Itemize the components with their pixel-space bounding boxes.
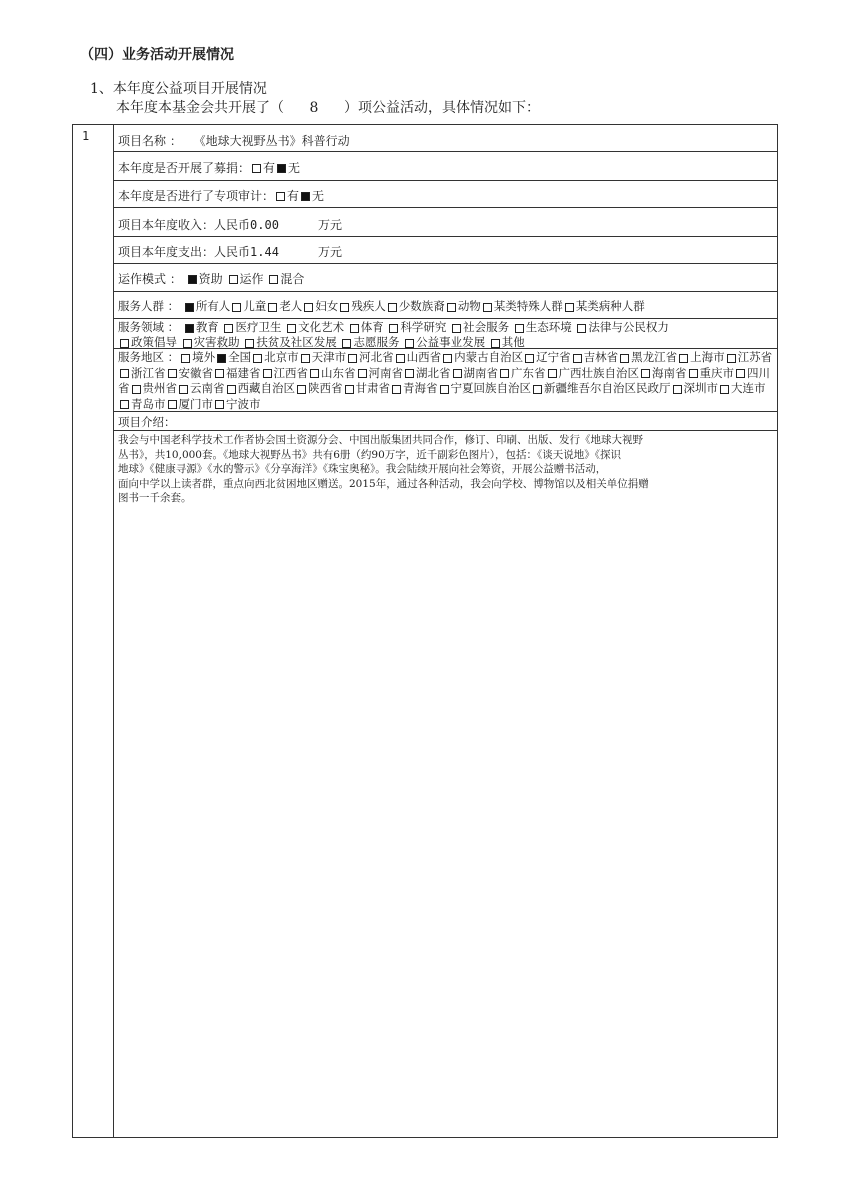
service-group-checkbox[interactable]	[388, 303, 397, 312]
region-checkbox[interactable]	[310, 369, 319, 378]
expense-label: 项目本年度支出：人民币	[118, 245, 251, 259]
number-column-divider	[113, 124, 114, 1138]
region-option: 甘肃省	[355, 381, 390, 395]
service-field-option: 公益事业发展	[416, 335, 486, 349]
service-group-option: 老人	[279, 299, 303, 313]
region-option: 山西省	[406, 350, 442, 364]
service-field-checkbox[interactable]	[389, 324, 398, 333]
mode-label: 运作模式 ：	[118, 272, 182, 286]
region-checkbox[interactable]	[253, 354, 262, 363]
project-name-label: 项目名称 ：	[118, 134, 182, 148]
region-checkbox[interactable]	[405, 369, 414, 378]
mode-option: 混合	[280, 272, 305, 286]
service-field-block	[118, 320, 778, 350]
row-divider	[113, 430, 778, 431]
region-option: 河北省	[359, 350, 394, 364]
service-group-option: 少数族裔	[398, 299, 445, 313]
region-checkbox[interactable]	[500, 369, 509, 378]
intro-prefix: 本年度本基金会共开展了（	[116, 100, 284, 116]
region-option: 贵州省	[142, 381, 177, 395]
service-group-option: 某类病种人群	[575, 299, 645, 313]
activity-count: 8	[309, 100, 319, 116]
mode-row	[118, 270, 304, 287]
region-checkbox[interactable]	[215, 400, 224, 409]
service-field-checkbox[interactable]	[491, 339, 500, 348]
row-divider	[113, 180, 778, 181]
service-field-checkbox[interactable]	[452, 324, 461, 333]
region-option: 宁波市	[226, 396, 261, 411]
region-option: 重庆市	[699, 365, 734, 380]
region-option: 黑龙江省	[631, 350, 678, 364]
row-divider	[113, 207, 778, 208]
service-field-option: 科学研究	[400, 320, 447, 334]
region-checkbox[interactable]	[215, 369, 224, 378]
mode-operate-checkbox[interactable]	[229, 275, 238, 284]
fundraising-row	[118, 159, 300, 176]
expense-row	[118, 243, 342, 260]
region-checkbox[interactable]	[217, 354, 226, 363]
fundraising-yes-checkbox[interactable]	[252, 164, 261, 173]
mode-option: 资助	[198, 272, 223, 286]
expense-unit: 万元	[318, 245, 343, 259]
region-option: 江西省	[273, 365, 308, 380]
region-option: 江苏省	[737, 350, 773, 364]
region-checkbox[interactable]	[168, 369, 177, 378]
region-option: 陕西省	[308, 381, 343, 395]
service-group-option: 妇女	[315, 299, 339, 313]
row-divider	[113, 236, 778, 237]
service-field-option: 教育	[195, 320, 219, 334]
region-checkbox[interactable]	[120, 369, 129, 378]
region-checkbox[interactable]	[673, 385, 682, 394]
service-field-option: 法律与公民权力	[588, 320, 669, 334]
service-field-option: 灾害救助	[193, 335, 240, 349]
region-checkbox[interactable]	[181, 354, 190, 363]
region-checkbox[interactable]	[689, 369, 698, 378]
sub-heading: 1、本年度公益项目开展情况	[90, 81, 267, 97]
region-option: 宁夏回族自治区	[450, 381, 531, 395]
region-option: 海南省	[652, 365, 687, 380]
region-option: 湖南省	[463, 365, 498, 380]
service-field-option: 社会服务	[463, 320, 510, 334]
service-group-checkbox[interactable]	[304, 303, 313, 312]
region-checkbox[interactable]	[548, 369, 557, 378]
service-field-option: 文化艺术	[298, 320, 345, 334]
service-field-option: 体育	[360, 320, 384, 334]
row-number: 1	[82, 129, 90, 143]
service-field-option: 政策倡导	[131, 335, 177, 349]
project-name-value: 《地球大视野丛书》科普行动	[193, 134, 350, 148]
intro-line	[116, 97, 540, 117]
region-option: 四川省	[118, 365, 770, 395]
service-field-option: 医疗卫生	[235, 320, 282, 334]
region-option: 新疆维吾尔自治区民政厅	[544, 381, 671, 395]
mode-fund-checkbox[interactable]	[188, 275, 197, 284]
service-group-option: 残疾人	[351, 299, 386, 313]
region-option: 全国	[228, 350, 252, 364]
income-label: 项目本年度收入：人民币	[118, 218, 251, 232]
region-checkbox[interactable]	[525, 354, 534, 363]
service-group-checkbox[interactable]	[565, 303, 574, 312]
income-row	[118, 216, 342, 233]
service-field-checkbox[interactable]	[342, 339, 351, 348]
region-checkbox[interactable]	[720, 385, 729, 394]
region-checkbox[interactable]	[641, 369, 650, 378]
region-checkbox[interactable]	[168, 400, 177, 409]
mode-option: 运作	[239, 272, 264, 286]
region-checkbox[interactable]	[679, 354, 688, 363]
region-checkbox[interactable]	[396, 354, 405, 363]
region-checkbox[interactable]	[132, 385, 141, 394]
region-option: 安徽省	[178, 365, 213, 380]
service-group-option: 儿童	[243, 299, 267, 313]
service-field-option: 其他	[501, 335, 525, 349]
service-field-checkbox[interactable]	[287, 324, 296, 333]
region-checkbox[interactable]	[179, 385, 188, 394]
row-divider	[113, 318, 778, 319]
region-option: 福建省	[226, 365, 261, 380]
project-intro-label: 项目介绍：	[118, 415, 176, 429]
region-option: 大连市	[731, 381, 766, 395]
project-intro-text: 我会与中国老科学技术工作者协会国土资源分会、中国出版集团共同合作，修订、印刷、出版、发行《地球大视野 丛书》，共10,000套。《地球大视野丛书》共有6册（约90万字，近千副彩色图片），包括：《谈天说地》《探识 地球》《健康寻源》《水的警示》《分享海洋》《珠宝奥秘》。我会陆续开展向社会筹资，开展公益赠书活动， 面向中学以上读者群，重点向西北贫困地区赠送。2015年，通过各种活动，我会向学校、博物馆以及相关单位捐赠 图书一千余套。	[118, 434, 649, 504]
audit-label: 本年度是否进行了专项审计：	[118, 189, 275, 203]
region-option: 河南省	[368, 365, 403, 380]
service-group-option: 动物	[457, 299, 481, 313]
audit-no-checkbox[interactable]	[301, 192, 310, 201]
service-group-checkbox[interactable]	[447, 303, 456, 312]
region-checkbox[interactable]	[573, 354, 582, 363]
region-option: 北京市	[264, 350, 299, 364]
region-option: 境外	[192, 350, 216, 364]
row-divider	[113, 263, 778, 264]
service-field-option: 扶贫及社区发展	[256, 335, 337, 349]
fundraising-label: 本年度是否开展了募捐：	[118, 161, 251, 175]
region-checkbox[interactable]	[727, 354, 736, 363]
mode-mixed-checkbox[interactable]	[269, 275, 278, 284]
region-checkbox[interactable]	[440, 385, 449, 394]
region-checkbox[interactable]	[358, 369, 367, 378]
income-value: 0.00	[250, 218, 279, 232]
region-checkbox[interactable]	[736, 369, 745, 378]
service-field-checkbox[interactable]	[245, 339, 254, 348]
region-option: 青海省	[403, 381, 438, 395]
audit-yes-checkbox[interactable]	[276, 192, 285, 201]
service-field-checkbox[interactable]	[405, 339, 414, 348]
service-field-checkbox[interactable]	[577, 324, 586, 333]
intro-suffix: ）项公益活动，具体情况如下：	[344, 100, 540, 116]
service-field-checkbox[interactable]	[120, 339, 129, 348]
region-option: 云南省	[190, 381, 225, 395]
region-checkbox[interactable]	[263, 369, 272, 378]
service-region-label: 服务地区 ：	[118, 350, 180, 364]
audit-yes-label: 有	[287, 189, 300, 203]
region-option: 浙江省	[131, 365, 166, 380]
service-group-option: 某类特殊人群	[493, 299, 563, 313]
income-unit: 万元	[318, 218, 343, 232]
row-divider	[113, 151, 778, 152]
expense-value: 1.44	[250, 245, 279, 259]
region-option: 天津市	[311, 350, 347, 364]
audit-row	[118, 187, 324, 204]
service-group-checkbox[interactable]	[232, 303, 241, 312]
region-option: 辽宁省	[536, 350, 571, 364]
service-field-checkbox[interactable]	[350, 324, 359, 333]
region-checkbox[interactable]	[443, 354, 452, 363]
region-checkbox[interactable]	[301, 354, 310, 363]
region-checkbox[interactable]	[620, 354, 629, 363]
region-option: 西藏自治区	[237, 381, 295, 395]
region-option: 广东省	[511, 365, 546, 380]
region-option: 厦门市	[178, 396, 213, 411]
service-field-checkbox[interactable]	[515, 324, 524, 333]
region-option: 山东省	[321, 365, 356, 380]
service-region-block	[118, 350, 776, 412]
region-option: 湖北省	[416, 365, 451, 380]
region-option: 青岛市	[131, 396, 166, 411]
row-divider	[113, 291, 778, 292]
fundraising-yes-label: 有	[263, 161, 276, 175]
service-field-option: 生态环境	[525, 320, 572, 334]
project-name-row	[118, 132, 350, 149]
region-checkbox[interactable]	[227, 385, 236, 394]
region-checkbox[interactable]	[392, 385, 401, 394]
service-group-row	[118, 298, 645, 314]
region-checkbox[interactable]	[453, 369, 462, 378]
service-field-option: 志愿服务	[353, 335, 400, 349]
service-group-option: 所有人	[195, 299, 231, 313]
region-option: 深圳市	[683, 381, 718, 395]
service-group-checkbox[interactable]	[268, 303, 277, 312]
region-option: 上海市	[690, 350, 725, 364]
region-checkbox[interactable]	[533, 385, 542, 394]
region-option: 吉林省	[583, 350, 619, 364]
service-field-checkbox[interactable]	[183, 339, 192, 348]
service-field-checkbox[interactable]	[185, 324, 194, 333]
region-checkbox[interactable]	[297, 385, 306, 394]
fundraising-no-checkbox[interactable]	[277, 164, 286, 173]
region-checkbox[interactable]	[345, 385, 354, 394]
service-group-checkbox[interactable]	[185, 303, 194, 312]
service-group-checkbox[interactable]	[340, 303, 349, 312]
fundraising-no-label: 无	[288, 161, 301, 175]
audit-no-label: 无	[312, 189, 325, 203]
service-field-label: 服务领域 ：	[118, 320, 180, 334]
section-heading: （四）业务活动开展情况	[80, 47, 234, 63]
service-group-label: 服务人群 ：	[118, 299, 180, 313]
service-field-checkbox[interactable]	[224, 324, 233, 333]
region-checkbox[interactable]	[348, 354, 357, 363]
region-checkbox[interactable]	[120, 400, 129, 409]
service-group-checkbox[interactable]	[483, 303, 492, 312]
region-option: 广西壮族自治区	[558, 365, 639, 380]
region-option: 内蒙古自治区	[454, 350, 524, 364]
